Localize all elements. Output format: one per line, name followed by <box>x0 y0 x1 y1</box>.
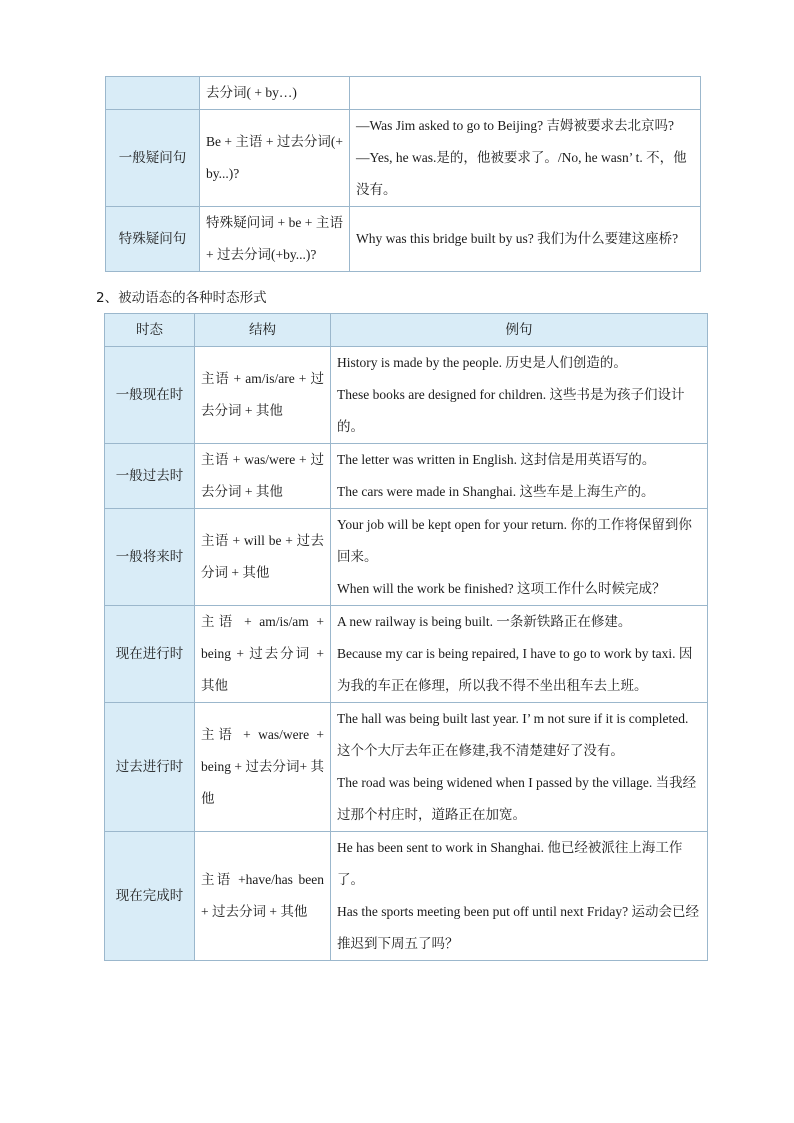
table-row <box>105 444 708 509</box>
example-sentence: The road was being widened when I passed by the village. 当我经过那个村庄时，道路正在加宽。 <box>337 775 697 822</box>
example-cell <box>331 832 708 961</box>
tense-label: 一般过去时 <box>105 444 195 509</box>
example-cell <box>331 509 708 606</box>
structure-cell: 主语 +have/has been + 过去分词 + 其他 <box>195 832 331 961</box>
example-sentence: The letter was written in English. 这封信是用英语写的。 <box>337 452 656 467</box>
example-cell <box>350 110 701 207</box>
example-sentence: —Yes, he was.是的，他被要求了。/No, he wasn’ t. 不，他没有。 <box>356 150 687 197</box>
structure-cell: 主语 + am/is/are + 过去分词 + 其他 <box>195 347 331 444</box>
table-header-row <box>105 314 708 347</box>
structure-cell: 主语 + am/is/am + being + 过去分词 + 其他 <box>195 606 331 703</box>
table-row <box>106 110 701 207</box>
example-cell <box>331 444 708 509</box>
example-cell <box>331 347 708 444</box>
example-sentence: A new railway is being built. 一条新铁路正在修建。 <box>337 614 632 629</box>
example-sentence: The hall was being built last year. I’ m not sure if it is completed. 这个个大厅去年正在修建,我不清楚建好了没有。 <box>337 711 689 758</box>
example-sentence: He has been sent to work in Shanghai. 他已经被派往上海工作了。 <box>337 840 683 887</box>
structure-cell: 去分词( + by…) <box>200 77 350 110</box>
table-row <box>105 509 708 606</box>
structure-cell: Be + 主语 + 过去分词(+ by...)? <box>200 110 350 207</box>
table-row <box>106 207 701 272</box>
header-structure: 结构 <box>195 314 331 347</box>
example-cell <box>350 207 701 272</box>
row-label <box>106 77 200 110</box>
example-sentence: Because my car is being repaired, I have to go to work by taxi. 因为我的车正在修理，所以我不得不坐出租车去上班。 <box>337 646 693 693</box>
tense-label: 一般将来时 <box>105 509 195 606</box>
example-cell <box>331 703 708 832</box>
row-label: 特殊疑问句 <box>106 207 200 272</box>
example-cell <box>350 77 701 110</box>
tense-label: 一般现在时 <box>105 347 195 444</box>
tense-label: 现在完成时 <box>105 832 195 961</box>
table-row <box>105 347 708 444</box>
section-title: 2、被动语态的各种时态形式 <box>96 290 267 306</box>
header-example: 例句 <box>331 314 708 347</box>
passive-voice-tense-table <box>104 313 708 961</box>
example-sentence: Your job will be kept open for your return. 你的工作将保留到你回来。 <box>337 517 692 564</box>
structure-cell: 主语 + was/were + 过去分词 + 其他 <box>195 444 331 509</box>
example-sentence: The cars were made in Shanghai. 这些车是上海生产的。 <box>337 484 655 499</box>
example-sentence: When will the work be finished? 这项工作什么时候完成？ <box>337 581 666 596</box>
table-row <box>106 77 701 110</box>
example-cell <box>331 606 708 703</box>
table-row <box>105 606 708 703</box>
header-tense: 时态 <box>105 314 195 347</box>
structure-cell: 主语 + will be + 过去分词 + 其他 <box>195 509 331 606</box>
example-sentence: Why was this bridge built by us? 我们为什么要建这座桥? <box>356 231 679 246</box>
structure-cell: 主语 + was/were + being + 过去分词+ 其他 <box>195 703 331 832</box>
table-row <box>105 703 708 832</box>
grammar-table-continued <box>105 76 701 272</box>
structure-cell: 特殊疑问词 + be + 主语 + 过去分词(+by...)? <box>200 207 350 272</box>
example-sentence: History is made by the people. 历史是人们创造的。 <box>337 355 627 370</box>
row-label: 一般疑问句 <box>106 110 200 207</box>
example-sentence: —Was Jim asked to go to Beijing? 吉姆被要求去北京吗? <box>356 118 675 133</box>
tense-label: 过去进行时 <box>105 703 195 832</box>
example-sentence: These books are designed for children. 这些书是为孩子们设计的。 <box>337 387 685 434</box>
example-sentence: Has the sports meeting been put off until next Friday? 运动会已经推迟到下周五了吗？ <box>337 904 699 951</box>
table-row <box>105 832 708 961</box>
tense-label: 现在进行时 <box>105 606 195 703</box>
